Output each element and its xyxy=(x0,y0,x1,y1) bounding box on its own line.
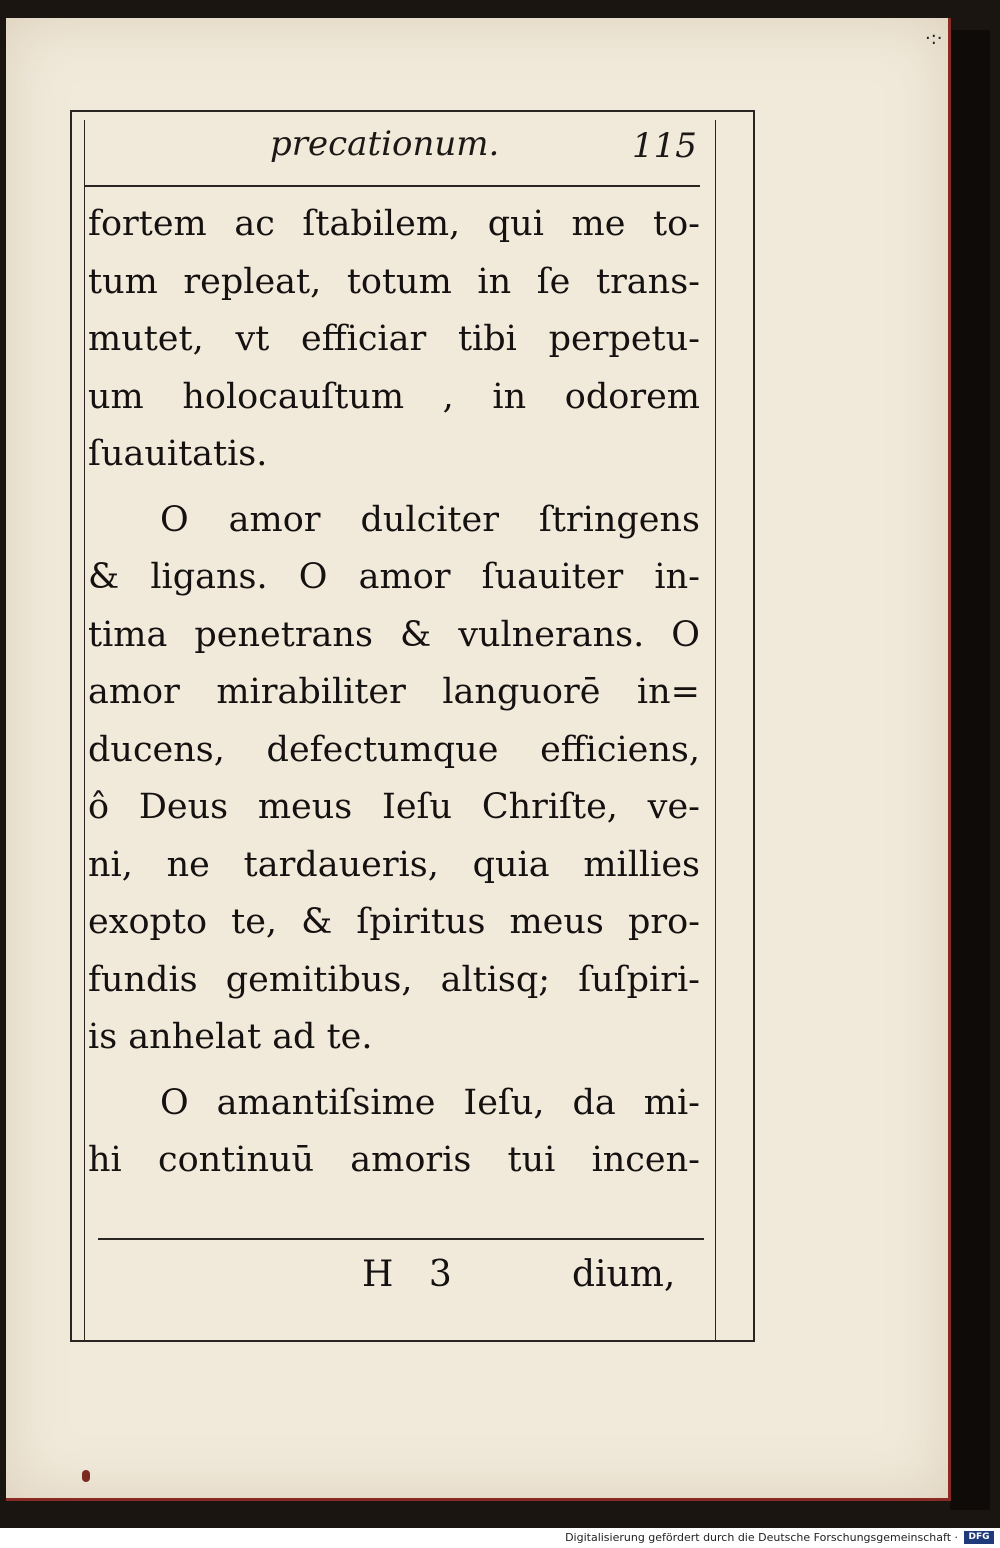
page-number: 115 xyxy=(632,126,697,166)
body-text xyxy=(88,196,700,1190)
text-line: hi continuū amoris tui incen- xyxy=(88,1140,700,1180)
header-rule xyxy=(84,185,700,187)
text-line: ô Deus meus Ieſu Chriſte, ve- xyxy=(88,787,700,827)
catchword: dium, xyxy=(572,1254,676,1295)
text-line: fundis gemitibus, altisq; ſuſpiri- xyxy=(88,959,700,1000)
paragraph xyxy=(88,1075,700,1190)
dfg-logo: DFG xyxy=(964,1531,994,1544)
text-line: ſuauitatis. xyxy=(88,434,268,474)
text-line: O amantiſsime Ieſu, da mi- xyxy=(160,1082,700,1123)
ink-spot xyxy=(82,1470,90,1482)
text-line: is anhelat ad te. xyxy=(88,1017,373,1057)
footer-bar xyxy=(0,1528,1000,1548)
paragraph xyxy=(88,492,700,1067)
text-line: amor mirabiliter languorē in= xyxy=(88,672,700,712)
funding-credit: Digitalisierung gefördert durch die Deutsche Forschungsgemeinschaft · xyxy=(565,1531,958,1544)
text-line: um holocauſtum , in odorem xyxy=(88,376,700,417)
text-line: & ligans. O amor ſuauiter in- xyxy=(88,557,700,597)
text-line: mutet, vt efficiar tibi perpetu- xyxy=(88,319,700,359)
footer-rule xyxy=(98,1238,704,1240)
marginal-dots: ·:· xyxy=(925,28,943,49)
text-line: O amor dulciter ſtringens xyxy=(160,499,700,540)
signature-mark: H 3 xyxy=(362,1254,464,1295)
page-edge xyxy=(950,30,990,1510)
paragraph xyxy=(88,196,700,484)
text-line: tum repleat, totum in ſe trans- xyxy=(88,261,700,302)
text-line: ducens, defectumque efficiens, xyxy=(88,729,700,770)
text-line: tima penetrans & vulnerans. O xyxy=(88,614,700,655)
text-line: exopto te, & ſpiritus meus pro- xyxy=(88,902,700,942)
text-line: ni, ne tardaueris, quia millies xyxy=(88,844,700,885)
running-head: precationum. xyxy=(270,124,500,164)
text-line: fortem ac ſtabilem, qui me to- xyxy=(88,204,700,244)
